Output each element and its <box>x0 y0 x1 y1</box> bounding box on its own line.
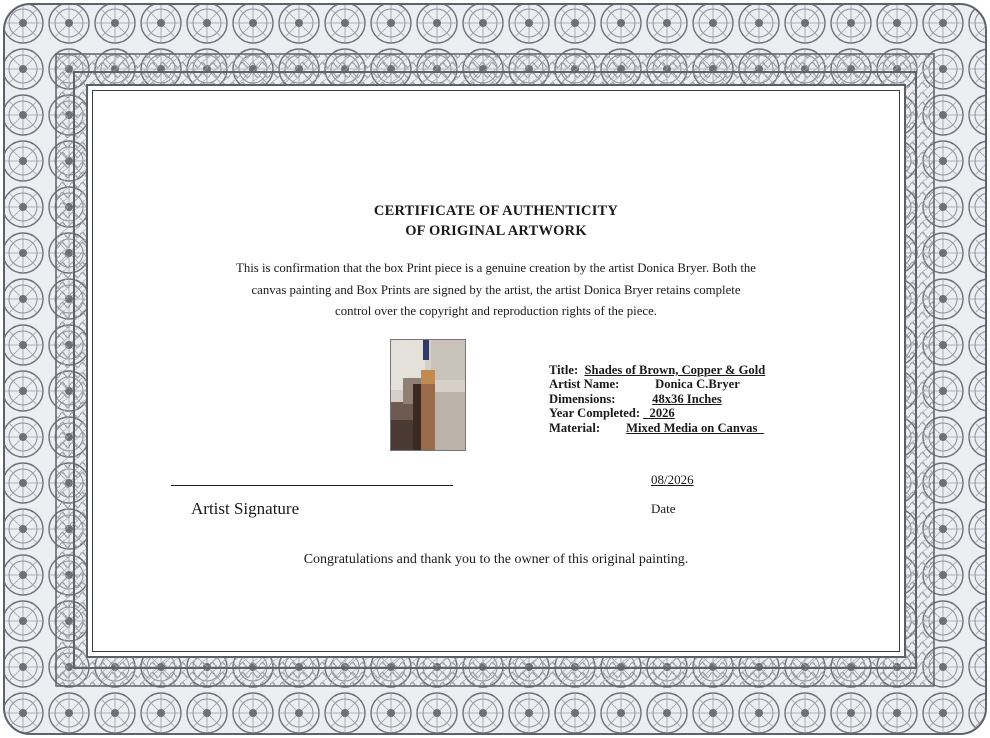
congratulations-text: Congratulations and thank you to the owner of this original painting. <box>303 552 689 567</box>
certificate-panel <box>92 90 900 652</box>
year-value: _2026 <box>643 406 675 421</box>
certificate-subtitle: OF ORIGINAL ARTWORK <box>405 223 587 239</box>
detail-title-row <box>549 363 765 377</box>
dimensions-label: Dimensions: <box>549 391 616 406</box>
intro-line-1: This is confirmation that the box Print piece is a genuine creation by the artist Donica Bryer. Both the <box>236 261 756 275</box>
certificate-title: CERTIFICATE OF AUTHENTICITY <box>373 203 619 219</box>
detail-year-row <box>549 406 765 420</box>
intro-paragraph <box>93 258 899 323</box>
material-label: Material: <box>549 420 601 435</box>
date-value: 08/2026 <box>651 472 694 487</box>
artwork-image <box>391 340 465 450</box>
year-label: Year Completed: <box>549 406 641 421</box>
material-value: Mixed Media on Canvas_ <box>626 420 764 435</box>
artwork-details <box>549 363 765 435</box>
artist-label: Artist Name: <box>549 377 620 392</box>
artist-value: Donica C.Bryer <box>655 377 740 392</box>
signature-line <box>171 485 453 486</box>
intro-line-2: canvas painting and Box Prints are signed by the artist, the artist Donica Bryer retains complete <box>251 282 741 297</box>
detail-artist-row <box>549 377 765 391</box>
title-label: Title: <box>549 363 579 377</box>
detail-dimensions-row <box>549 392 765 406</box>
signature-label: Artist Signature <box>191 499 300 518</box>
artwork-thumbnail <box>390 339 466 451</box>
intro-line-3: control over the copyright and reproduction rights of the piece. <box>335 304 657 318</box>
dimensions-value: 48x36 Inches <box>652 391 722 406</box>
date-label: Date <box>651 501 676 516</box>
detail-material-row <box>549 421 765 435</box>
title-value: Shades of Brown, Copper & Gold <box>584 363 766 377</box>
